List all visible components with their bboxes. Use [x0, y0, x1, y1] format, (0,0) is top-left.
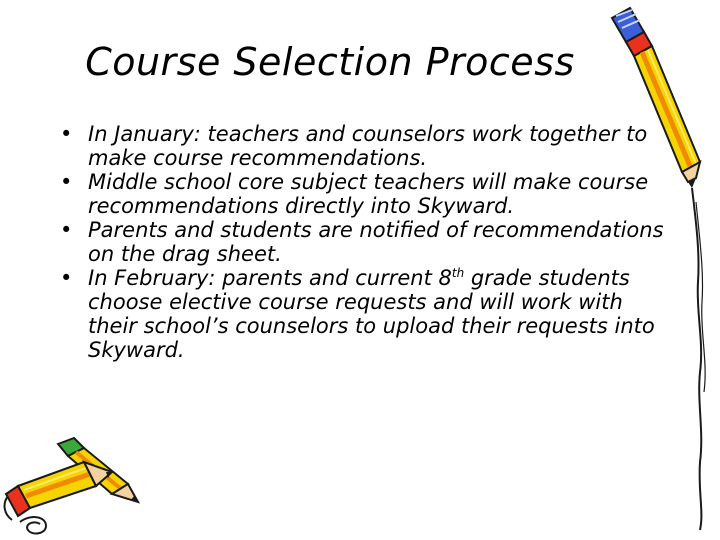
- bullet-text-after: grade students choose elective course requests and will work with their school’s counselors to upload their requests into Skyward.: [88, 266, 655, 362]
- bullet-text-before: In February: parents and current 8: [88, 266, 452, 290]
- bullet-marker: •: [60, 266, 73, 290]
- bullet-item: [56, 122, 666, 170]
- bullet-marker: •: [60, 170, 73, 194]
- bullet-marker: •: [60, 218, 73, 242]
- bullet-text: Middle school core subject teachers will make course recommendations directly into Skyward.: [88, 170, 649, 218]
- bullet-list: [56, 122, 666, 362]
- slide-title: Course Selection Process: [85, 40, 575, 84]
- bullet-marker: •: [60, 122, 73, 146]
- bullet-item: [56, 170, 666, 218]
- bullet-superscript: th: [451, 266, 465, 280]
- bullet-text: Parents and students are notified of recommendations on the drag sheet.: [88, 218, 664, 266]
- pencil-clipart-icon: [600, 2, 718, 532]
- bullet-item: [56, 218, 666, 266]
- crossed-pencils-clipart-icon: [0, 434, 150, 538]
- bullet-item: [56, 266, 666, 362]
- pencil-front-icon: [5, 462, 112, 533]
- bullet-text: In January: teachers and counselors work together to make course recommendations.: [88, 122, 648, 170]
